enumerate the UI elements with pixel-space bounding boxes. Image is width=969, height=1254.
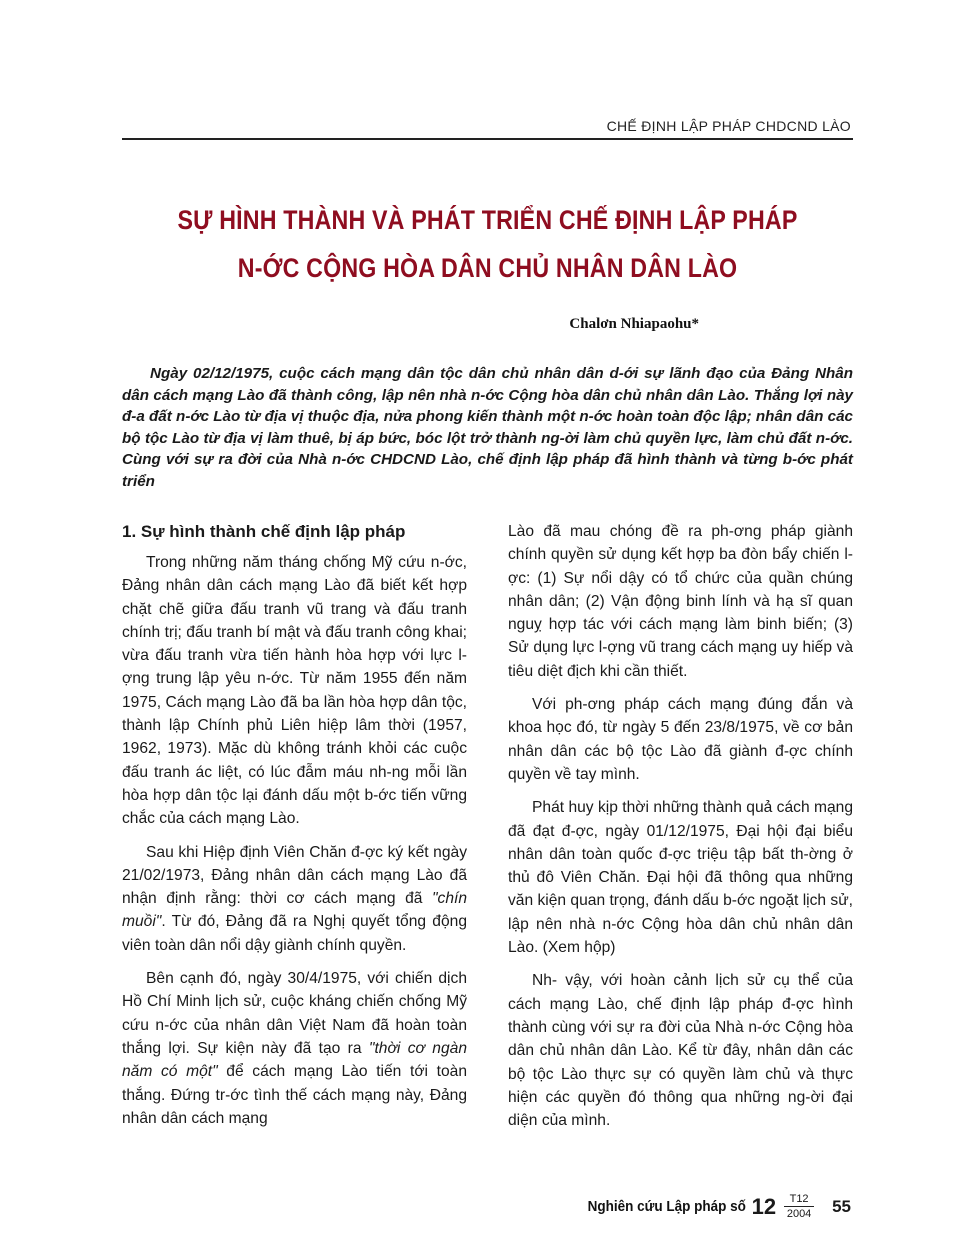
quote: "thời cơ ngàn năm có một" bbox=[122, 1039, 467, 1081]
paragraph: Phát huy kịp thời những thành quả cách mạng đã đạt đ-ợc, ngày 01/12/1975, Đại hội đại biểu nhân dân toàn quốc đ-ợc triệu tập bất th-ờng ở thủ đô Viên Chăn. Đại hội đã thông qua những văn kiện quan trọng, đánh dấu b-ớc ngoặt lịch sử, lập nên nhà n-ớc Cộng hòa dân chủ nhân dân Lào. (Xem hộp) bbox=[508, 799, 853, 957]
paragraph: Trong những năm tháng chống Mỹ cứu n-ớc, Đảng nhân dân cách mạng Lào đã biết kết hợp chặt chẽ giữa đấu tranh vũ trang và đấu tranh chính trị; đấu tranh bí mật và đấu tranh công khai; vừa đấu tranh vừa tiến hành hòa hợp với lực l-ợng trung lập yêu n-ớc. Từ năm 1955 đến năm 1975, Cách mạng Lào đã ba lần hòa hợp dân tộc, thành lập Chính phủ Liên hiệp lâm thời (1957, 1962, 1973). Mặc dù không tránh khỏi các cuộc đấu tranh ác liệt, có lúc đẫm máu nh-ng mỗi lần hòa hợp dân tộc lại đánh dấu một b-ớc tiến vững chắc của cách mạng Lào. bbox=[122, 554, 467, 828]
quote: "chín muồi" bbox=[122, 890, 467, 931]
section-heading: 1. Sự hình thành chế định lập pháp bbox=[122, 522, 406, 541]
fraction-bar bbox=[784, 1206, 814, 1207]
article-title-line-2: N-ỚC CỘNG HÒA DÂN CHỦ NHÂN DÂN LÀO bbox=[237, 253, 738, 283]
author-name: Chalơn Nhiapaohu* bbox=[569, 316, 699, 332]
paragraph: Bên cạnh đó, ngày 30/4/1975, với chiến dịch Hồ Chí Minh lịch sử, cuộc kháng chiến chống Mỹ cứu n-ớc của nhân dân Việt Nam đã hoàn toàn thắng lợi. Sự kiện này đã tạo ra "thời cơ ngàn năm có một" để cách mạng Lào tiến tới toàn thắng. Đứng tr-ớc tình thế cách mạng này, Đảng nhân dân cách mạng bbox=[122, 970, 468, 1127]
running-header: CHẾ ĐỊNH LẬP PHÁP CHDCND LÀO bbox=[606, 118, 851, 134]
right-column bbox=[508, 520, 853, 1142]
paragraph: Lào đã mau chóng đề ra ph-ơng pháp giành chính quyền sử dụng kết hợp ba đòn bẩy chiến l-ợc: (1) Sự nổi dậy có tổ chức của quần chúng nhân dân; (2) Vận động binh lính và hạ sĩ quan nguỵ hợp tác với cách mạng làm binh biến; (3) Sử dụng lực l-ợng vũ trang cách mạng uy hiếp và tiêu diệt địch khi cần thiết. bbox=[508, 523, 853, 680]
left-column bbox=[122, 520, 467, 1140]
article-title-line-1: SỰ HÌNH THÀNH VÀ PHÁT TRIỂN CHẾ ĐỊNH LẬP PHÁP bbox=[177, 205, 798, 235]
article-title bbox=[154, 196, 821, 292]
issue-date bbox=[784, 1193, 814, 1220]
page-number: 55 bbox=[832, 1196, 851, 1216]
paragraph: Với ph-ơng pháp cách mạng đúng đắn và khoa học đó, từ ngày 5 đến 23/8/1975, về cơ bản nhân dân các bộ tộc Lào đã giành đ-ợc chính quyền về tay mình. bbox=[508, 696, 853, 783]
issue-number: 12 bbox=[751, 1193, 777, 1219]
paragraph: Sau khi Hiệp định Viên Chăn đ-ợc ký kết ngày 21/02/1973, Đảng nhân dân cách mạng Lào đã nhận định rằng: thời cơ cách mạng đã "chín muồi". Từ đó, Đảng đã ra Nghị quyết tổng động viên toàn dân nổi dậy giành chính quyền. bbox=[122, 843, 467, 954]
issue-year: 2004 bbox=[786, 1208, 812, 1220]
journal-name: Nghiên cứu Lập pháp số bbox=[587, 1198, 746, 1215]
header-divider bbox=[122, 138, 853, 140]
abstract: Ngày 02/12/1975, cuộc cách mạng dân tộc dân chủ nhân dân d-ới sự lãnh đạo của Đảng Nhân dân cách mạng Lào đã thành công, lập nên nhà n-ớc Cộng hòa dân chủ nhân dân Lào. Thắng lợi này đ-a đất n-ớc Lào từ địa vị thuộc địa, nửa phong kiến thành một n-ớc hoàn toàn độc lập; nhân dân các bộ tộc Lào từ địa vị làm thuê, bị áp bức, bóc lột trở thành ng-ời làm chủ quyền lực, làm chủ đất n-ớc. Cùng với sự ra đời của Nhà n-ớc CHDCND Lào, chế định lập pháp đã hình thành và từng b-ớc phát triển bbox=[122, 365, 853, 490]
paragraph: Nh- vậy, với hoàn cảnh lịch sử cụ thể của cách mạng Lào, chế định lập pháp đ-ợc hình thành cùng với sự ra đời của Nhà n-ớc Cộng hòa dân chủ nhân dân Lào. Kể từ đây, nhân dân các bộ tộc Lào thực sự có quyền làm chủ và thực hiện các quyền đó thông qua những ng-ời đại diện của mình. bbox=[508, 972, 853, 1130]
page-footer bbox=[570, 1193, 851, 1220]
issue-month: T12 bbox=[789, 1193, 809, 1205]
